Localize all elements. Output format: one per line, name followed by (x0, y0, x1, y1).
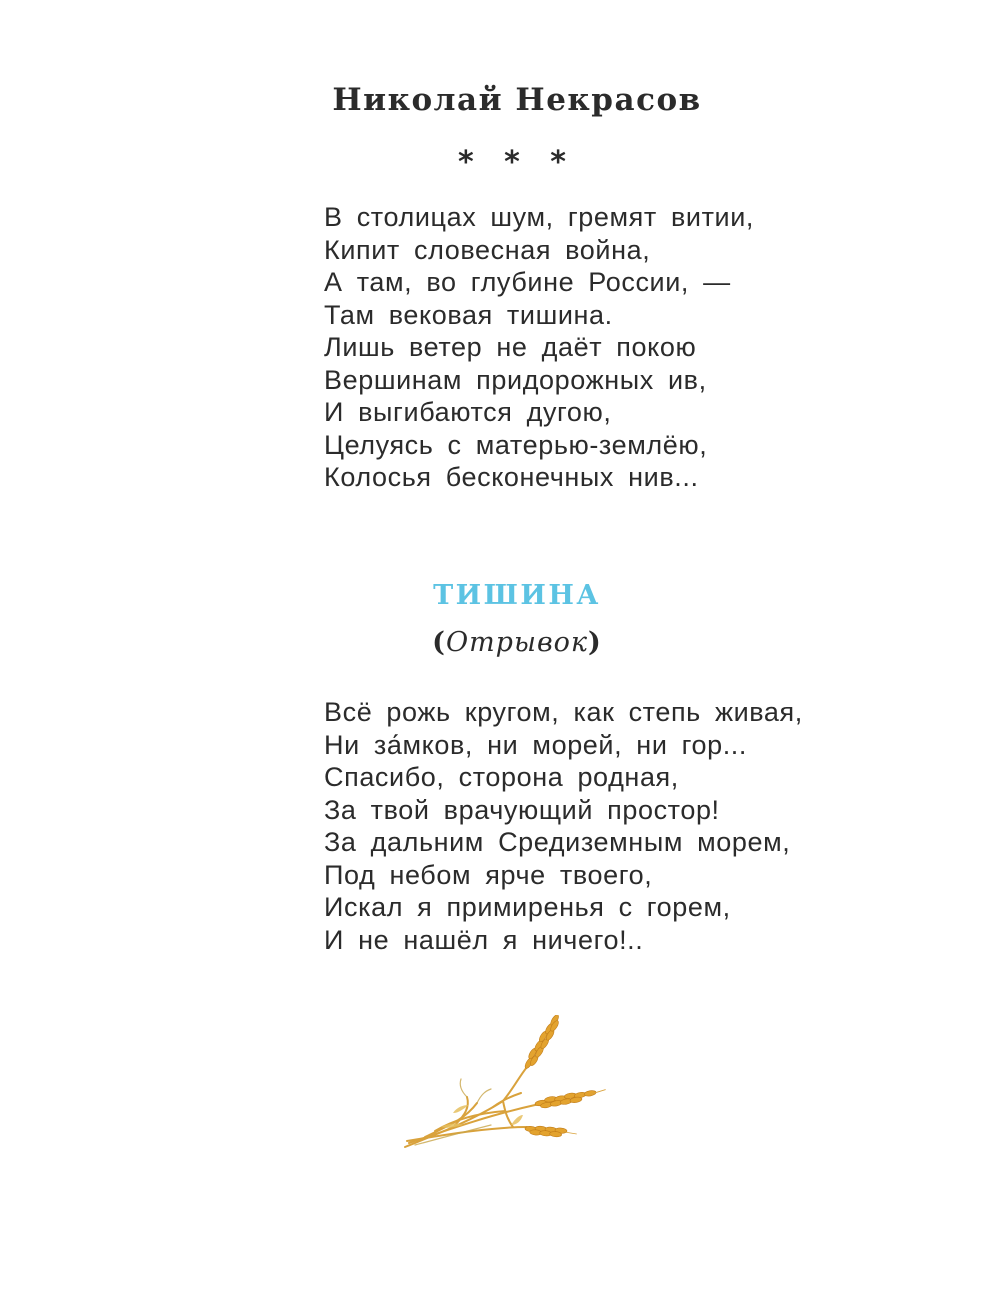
subtitle-text: Отрывок (445, 627, 589, 658)
poem-line: За твой врачующий простор! (324, 794, 720, 825)
poem-line: Целуясь с матерью-землёю, (324, 429, 708, 460)
subtitle-open-paren: ( (432, 627, 446, 658)
poem-line: Колосья бесконечных нив... (324, 462, 699, 492)
author-name: Николай Некрасов (332, 82, 702, 118)
poem-line: Спасибо, сторона родная, (324, 762, 679, 792)
poem-line: Кипит словесная война, (324, 234, 651, 265)
poem-line: Там вековая тишина. (324, 299, 613, 330)
poem-line: И выгибаются дугою, (324, 397, 612, 427)
poem-line: И не нашёл я ничего!.. (324, 924, 644, 955)
poem-line: Искал я примиренья с горем, (324, 892, 731, 922)
poem-untitled (324, 201, 754, 494)
poem-line: Лишь ветер не даёт покою (324, 332, 697, 362)
poem-line: Вершинам придорожных ив, (324, 364, 707, 395)
poem-subtitle (0, 627, 1000, 658)
poem-title: ТИШИНА (433, 580, 601, 611)
poem-line: Всё рожь кругом, как степь живая, (324, 697, 803, 727)
wheat-ears-icon (395, 1015, 615, 1160)
poem-line: За дальним Средиземным морем, (324, 827, 791, 857)
poem-tishina (324, 696, 803, 956)
poem-line: Под небом ярче твоего, (324, 859, 653, 890)
poem-line: Ни за́мков, ни морей, ни гор... (324, 729, 747, 760)
poem-line: А там, во глубине России, — (324, 267, 731, 297)
subtitle-close-paren: ) (588, 627, 602, 658)
poem-line: В столицах шум, гремят витии, (324, 202, 755, 232)
separator-stars: * * * (458, 145, 576, 180)
